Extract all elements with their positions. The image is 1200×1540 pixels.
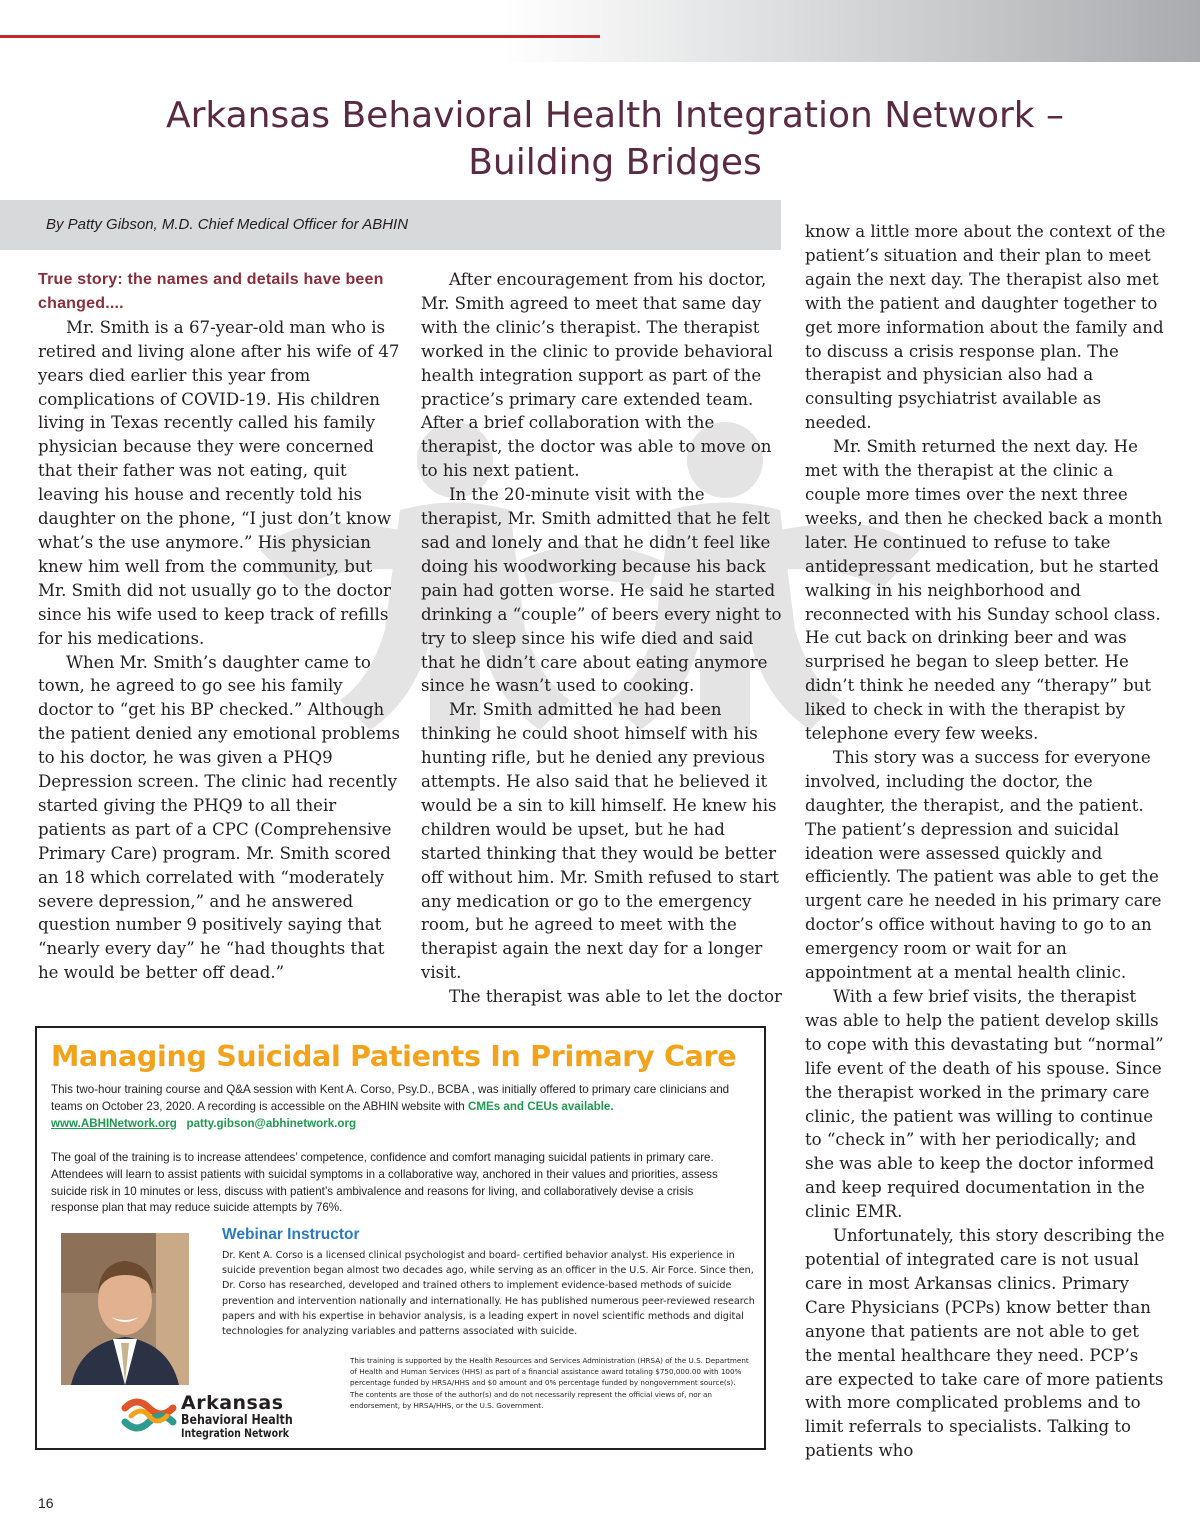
abhin-logo-text xyxy=(181,1394,317,1439)
article-column-1 xyxy=(38,268,400,985)
logo-line-3: Integration Network xyxy=(181,1426,290,1440)
article-kicker: True story: the names and details have been changed.... xyxy=(38,271,384,312)
article-paragraph: Mr. Smith admitted he had been thinking he could shoot himself with his hunting rifle, but he denied any previous attempts. He also said that he believed it would be a sin to kill himself. He knew his children would be upset, but he had started thinking that they would be better off without him. Mr. Smith refused to start any medication or go to the emergency room, but he agreed to meet with the therapist again the next day for a longer visit. xyxy=(421,700,779,983)
page-title xyxy=(60,92,1170,186)
email-link[interactable]: patty.gibson@abhinetwork.org xyxy=(186,1116,357,1130)
article-paragraph: This story was a success for everyone involved, including the doctor, the daughter, the therapist, and the patient. The patient’s depression and suicidal ideation were assessed quickly and efficiently. The patient was able to get the urgent care he needed in his primary care doctor’s office without having to go to an emergency room or wait for an appointment at a mental health clinic. xyxy=(805,747,1162,983)
training-sidebar-box xyxy=(35,1026,766,1450)
page-number: 16 xyxy=(38,1495,54,1511)
abhin-logo xyxy=(119,1392,319,1440)
abhin-logo-icon xyxy=(119,1394,179,1436)
article-paragraph: Unfortunately, this story describing the potential of integrated care is not usual care in most Arkansas clinics. Primary Care Physicians (PCPs) know better than anyone that patients are not able to get the mental healthcare they need. PCP’s are expected to take care of more patients with more complicated problems and to limit referrals to specialists. Talking to patients who xyxy=(805,1226,1165,1461)
byline: By Patty Gibson, M.D. Chief Medical Officer for ABHIN xyxy=(46,216,409,233)
sidebar-intro-text: This two-hour training course and Q&A session with Kent A. Corso, Psy.D., BCBA , was initially offered to primary care clinicians and teams on October 23, 2020. A recording is accessible on the ABHIN website with xyxy=(51,1083,730,1113)
sidebar-title: Managing Suicidal Patients In Primary Care xyxy=(51,1040,737,1073)
funding-disclaimer: This training is supported by the Health Resources and Services Administration (HRSA) of the U.S. Department of Health and Human Services (HHS) as part of a financial assistance award totaling $750,000.00 with 100% percentage funded by HRSA/HHS and $0 amount and 0% percentage funded by nongovernment source(s). The contents are those of the author(s) and do not necessarily represent the official views of, nor an endorsement, by HRSA/HHS, or the U.S. Government. xyxy=(350,1356,749,1410)
logo-line-1: Arkansas xyxy=(181,1392,284,1414)
instructor-heading: Webinar Instructor xyxy=(222,1226,360,1243)
article-paragraph: know a little more about the context of the patient’s situation and their plan to meet again the next day. The therapist also met with the patient and daughter together to get more information about the family and to discuss a crisis response plan. The therapist and physician also had a consulting psychiatrist available as needed. xyxy=(805,222,1166,433)
article-paragraph: After encouragement from his doctor, Mr. Smith agreed to meet that same day with the clinic’s therapist. The therapist worked in the clinic to provide behavioral health integration support as part of the practice’s primary care extended team. After a brief collaboration with the therapist, the doctor was able to move on to his next patient. xyxy=(421,270,773,481)
instructor-photo xyxy=(61,1233,189,1385)
article-column-3 xyxy=(805,220,1167,1463)
article-paragraph: Mr. Smith is a 67-year-old man who is retired and living alone after his wife of 47 years died earlier this year from complications of COVID-19. His children living in Texas recently called his family physician because they were concerned that their father was not eating, quit leaving his house and recently told his daughter on the phone, “I just don’t know what’s the use anymore.” His physician knew him well from the community, but Mr. Smith did not usually go to the doctor since his wife used to keep track of refills for his medications. xyxy=(38,317,400,648)
article-paragraph: When Mr. Smith’s daughter came to town, he agreed to go see his family doctor to “get his BP checked.” Although the patient denied any emotional problems to his doctor, he was given a PHQ9 Depression screen. The clinic had recently started giving the PHQ9 to all their patients as part of a CPC (Comprehensive Primary Care) program. Mr. Smith scored an 18 which correlated with “moderately severe depression,” and he answered question number 9 positively saying that “nearly every day” he “had thoughts that he would be better off dead.” xyxy=(38,652,400,983)
cme-ceu-text: CMEs and CEUs available. xyxy=(467,1099,614,1113)
article-paragraph: The therapist was able to let the doctor xyxy=(449,987,782,1007)
title-line-2: Building Bridges xyxy=(468,142,762,183)
article-paragraph: With a few brief visits, the therapist was able to help the patient develop skills to cope with this devastating but “normal” life event of the death of his spouse. Since the therapist worked in the primary care clinic, the patient was willing to continue to “check in” with her periodically; and she was able to keep the doctor informed and keep required documentation in the clinic EMR. xyxy=(805,987,1164,1222)
logo-line-2: Behavioral Health xyxy=(181,1412,293,1428)
header-band xyxy=(0,0,1200,62)
sidebar-intro xyxy=(51,1082,741,1132)
instructor-bio: Dr. Kent A. Corso is a licensed clinical psychologist and board- certified behavior analyst. His experience in suicide prevention began almost two decades ago, while serving as an officer in the U.S. Air Force. Since then, Dr. Corso has researched, developed and trained others to implement evidence-based methods of suicide prevention and intervention nationally and internationally. He has published numerous peer-reviewed research papers and with his expertise in behavior analysis, is a leading expert in novel scientific methods and digital technologies for analyzing variables and patterns associated with suicide. xyxy=(222,1250,755,1338)
article-column-2 xyxy=(421,268,783,1009)
header-red-rule xyxy=(0,35,600,38)
article-paragraph: Mr. Smith returned the next day. He met with the therapist at the clinic a couple more times over the next three weeks, and then he checked back a month later. He continued to refuse to take antidepressant medication, but he started walking in his neighborhood and reconnected with his Sunday school class. He cut back on drinking beer and was surprised he began to sleep better. He didn’t think he needed any “therapy” but liked to check in with the therapist by telephone every few weeks. xyxy=(805,437,1163,744)
title-line-1: Arkansas Behavioral Health Integration Network – xyxy=(165,95,1065,136)
sidebar-goal: The goal of the training is to increase attendees’ competence, confidence and comfort managing suicidal patients in primary care. Attendees will learn to assist patients with suicidal symptoms in a collaborative way, anchored in their values and priorities, assess suicide risk in 10 minutes or less, discuss with patient’s ambivalence and reasons for living, and collaboratively devise a crisis response plan that may reduce suicide attempts by 76%. xyxy=(51,1151,718,1215)
article-paragraph: In the 20-minute visit with the therapist, Mr. Smith admitted that he felt sad and lonely and that he didn’t feel like doing his woodworking because his back pain had gotten worse. He said he started drinking a “couple” of beers every night to try to sleep since his wife died and said that he didn’t care about eating anymore since he wasn’t used to cooking. xyxy=(421,485,782,696)
website-link[interactable]: www.ABHINetwork.org xyxy=(51,1116,177,1130)
